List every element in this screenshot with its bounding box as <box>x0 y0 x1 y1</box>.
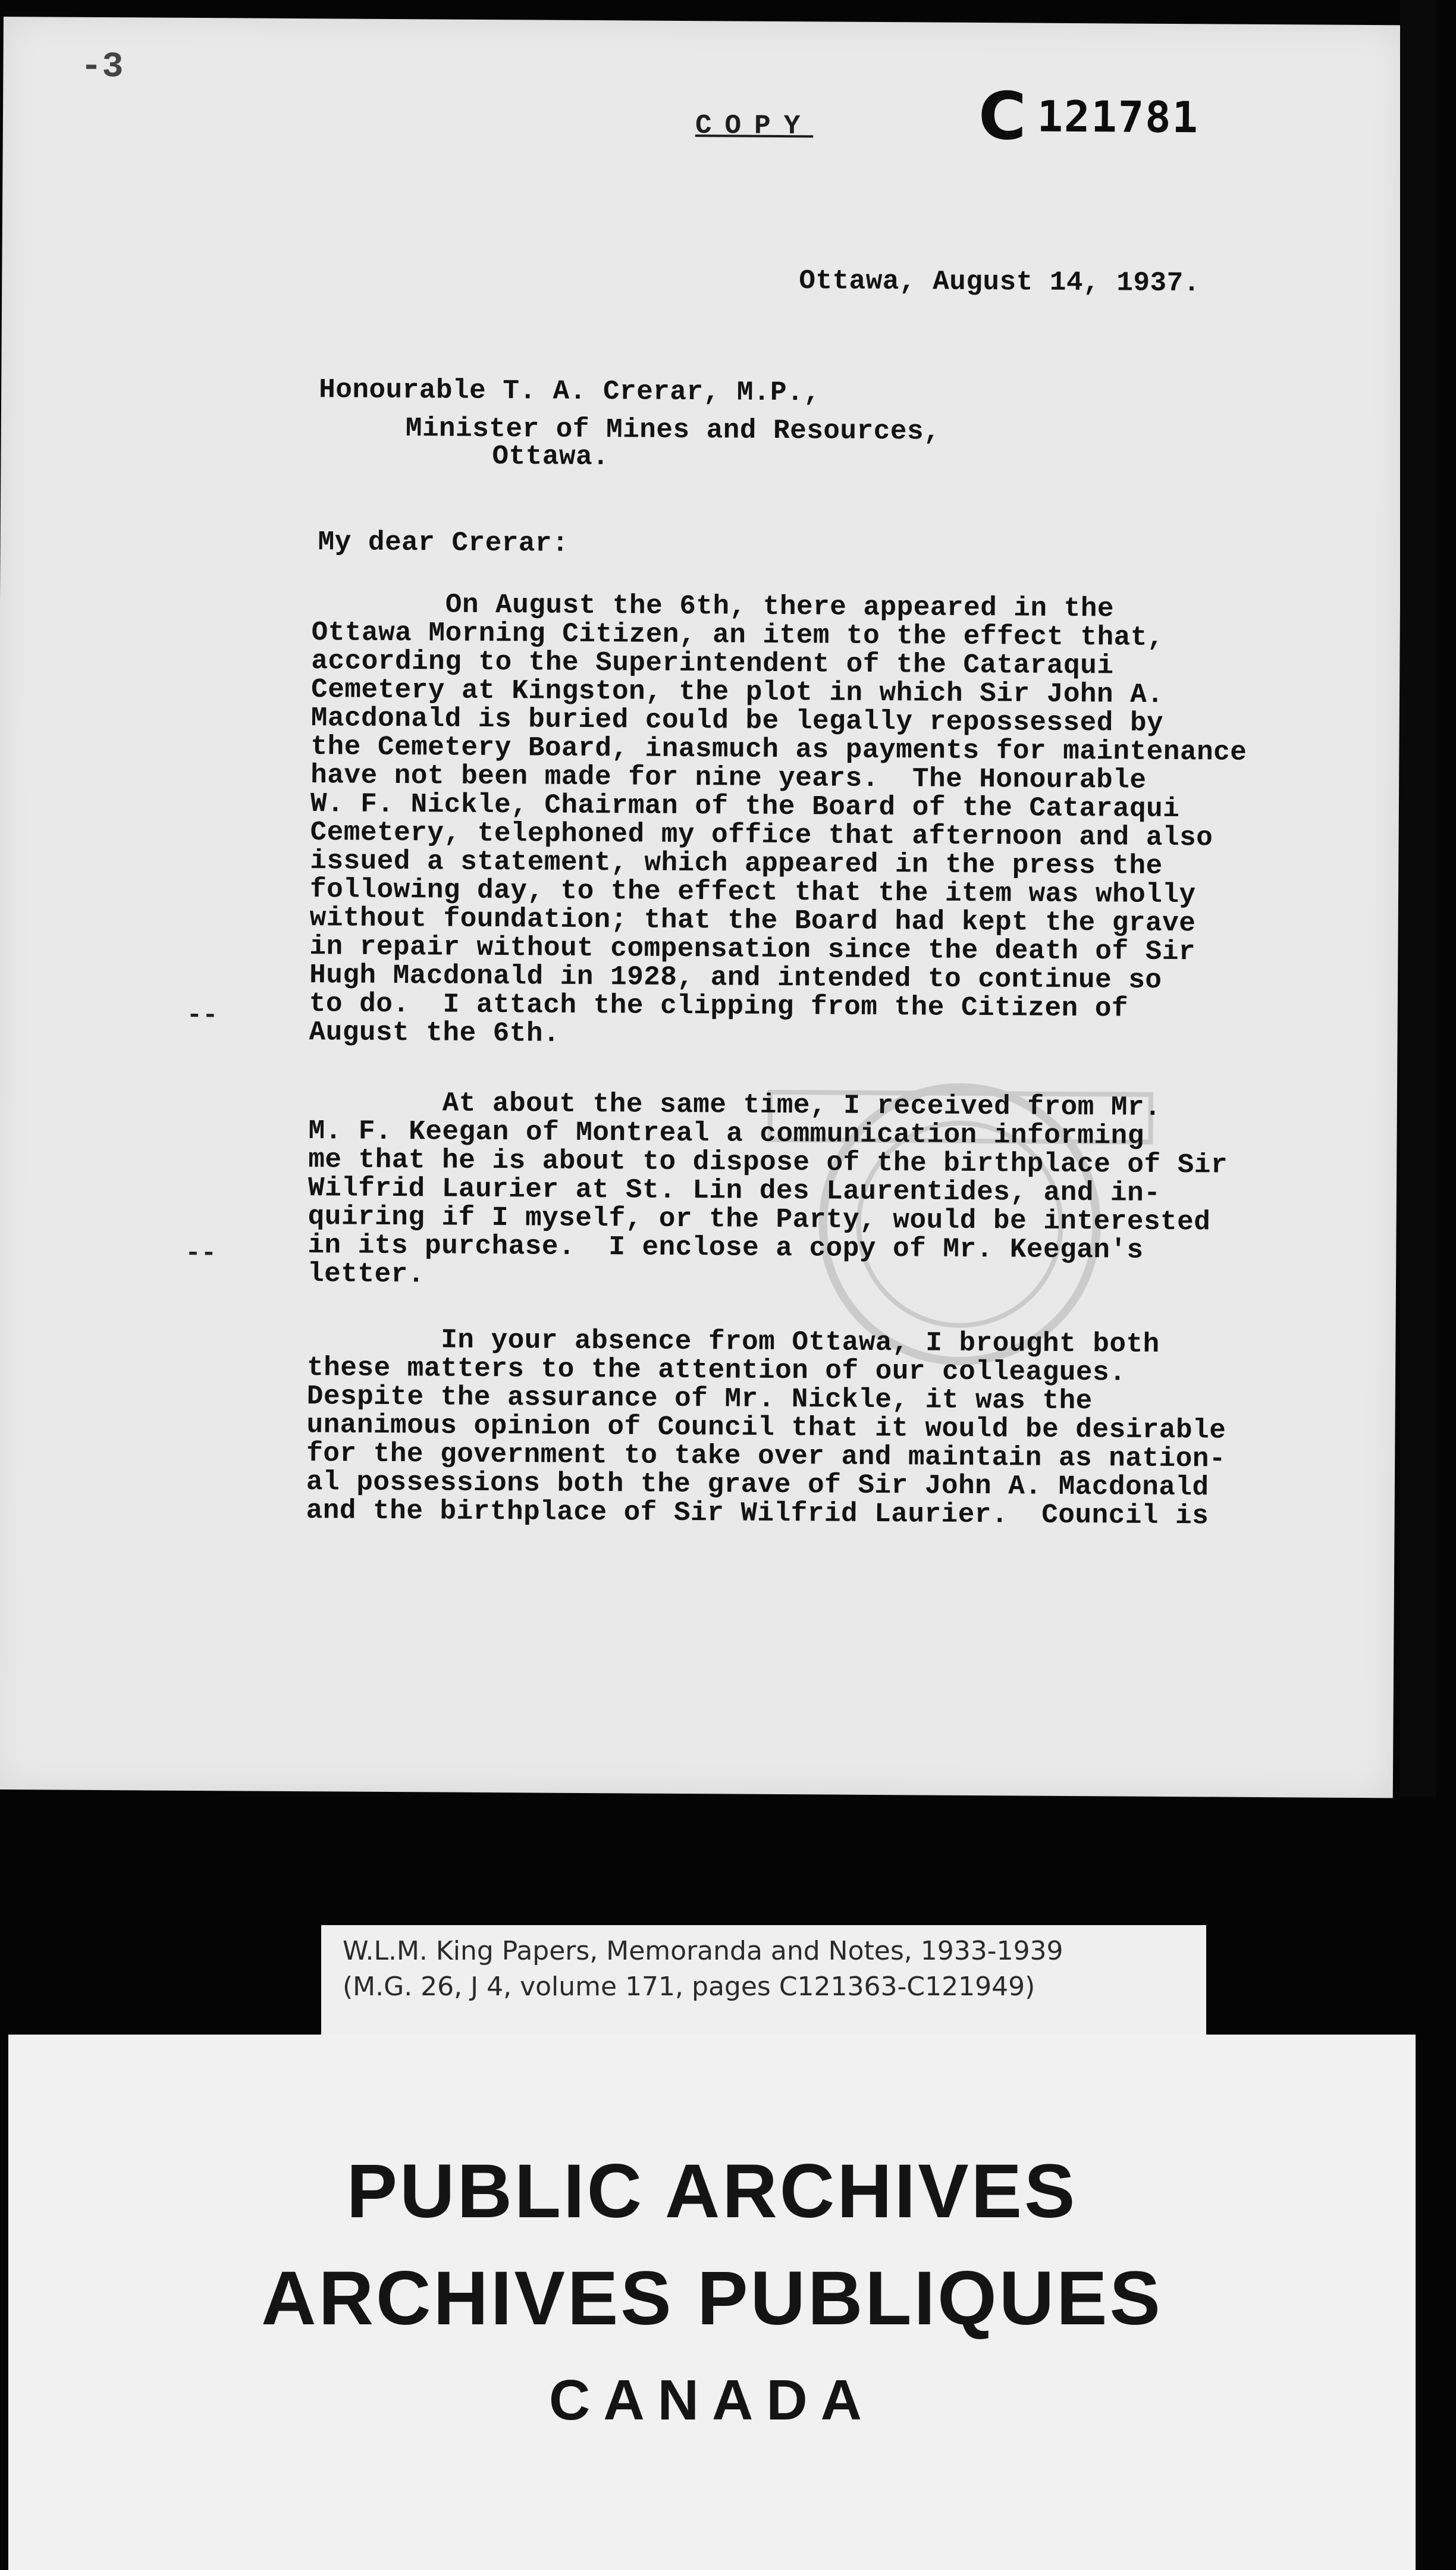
addressee-line-1: Honourable T. A. Crerar, M.P., <box>319 374 821 409</box>
corner-mark: -3 <box>80 46 124 88</box>
document-number-prefix: C <box>978 78 1027 155</box>
collection-label-line-2: (M.G. 26, J 4, volume 171, pages C121363-C121949) <box>343 1972 1035 2002</box>
archives-card <box>8 2035 1416 2570</box>
document-number: 121781 <box>1037 91 1200 143</box>
archives-title-english: PUBLIC ARCHIVES <box>346 2149 1078 2234</box>
film-border <box>1400 0 1436 1797</box>
margin-mark: -- <box>186 1000 218 1031</box>
collection-label-line-1: W.L.M. King Papers, Memoranda and Notes, 1933-1939 <box>343 1936 1063 1966</box>
archives-title-french: ARCHIVES PUBLIQUES <box>261 2256 1163 2341</box>
document-number-stamp <box>978 78 1200 155</box>
paragraph-1: On August the 6th, there appeared in the Ottawa Morning Citizen, an item to the effect that, according to the Superintendent of the Cataraqui Cemetery at Kingston, the plot in which Sir John A. Macdonald is buried could be legally repossessed by the Cemetery Board, inasmuch as payments for maintenance have not been made for nine years. The Honourable W. F. Nickle, Chairman of the Board of the Cataraqui Cemetery, telephoned my office that afternoon and also issued a statement, which appeared in the press the following day, to the effect that the item was wholly without foundation; that the Board had kept the grave in repair without compensation since the death of Sir Hugh Macdonald in 1928, and intended to continue so to do. I attach the clipping from the Citizen of August the 6th. <box>309 588 1247 1049</box>
paragraph-2: At about the same time, I received from Mr. M. F. Keegan of Montreal a communication informing me that he is about to dispose of the birthplace of Sir Wilfrid Laurier at St. Lin des Laurentides, and in- quiring if I myself, or the Party, would be interested in its purchase. I enclose a copy of Mr. Keegan's letter. <box>307 1087 1228 1290</box>
letter-date: Ottawa, August 14, 1937. <box>799 265 1200 299</box>
addressee-line-2: Minister of Mines and Resources, <box>405 413 941 447</box>
paragraph-3: In your absence from Ottawa, I brought both these matters to the attention of our colleagues. Despite the assurance of Mr. Nickle, it was the unanimous opinion of Council that it would be desirable for the government to take over and maintain as nation- al possessions both the grave of Sir John A. Macdonald and the birthplace of Sir Wilfrid Laurier. Council is <box>306 1324 1226 1532</box>
margin-mark: -- <box>185 1238 217 1269</box>
archives-country: CANADA <box>549 2368 875 2432</box>
collection-label <box>321 1925 1206 2036</box>
addressee-line-3: Ottawa. <box>492 441 610 473</box>
copy-heading: COPY <box>695 110 814 142</box>
salutation: My dear Crerar: <box>318 526 569 559</box>
letter-page <box>0 17 1404 1798</box>
